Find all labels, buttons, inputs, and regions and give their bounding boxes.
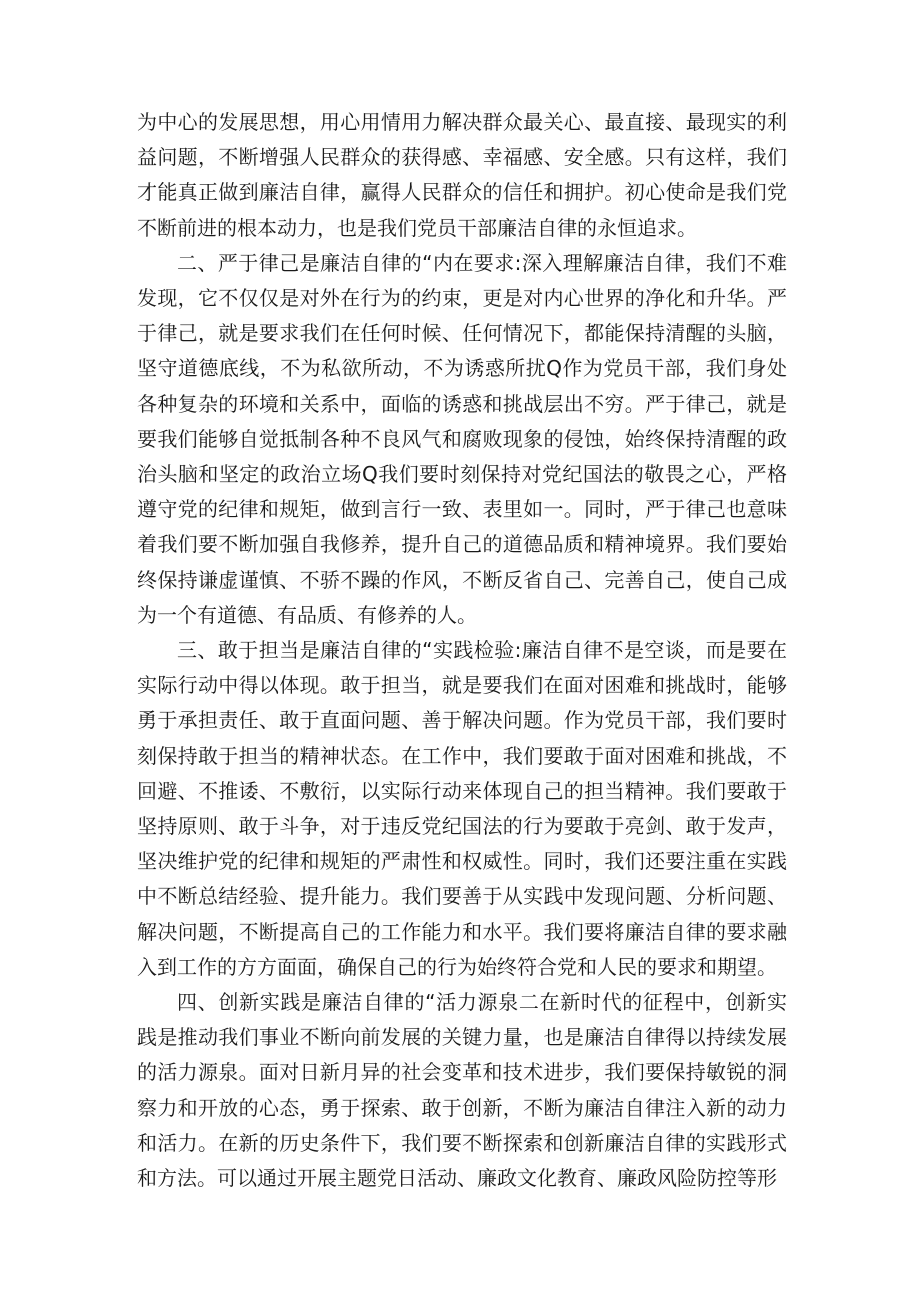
paragraph-section-3: 三、敢于担当是廉洁自律的“实践检验:廉洁自律不是空谈，而是要在实际行动中得以体现。敢于担当，就是要我们在面对困难和挑战时，能够勇于承担责任、敢于直面问题、善于解决问题。作为党员干部，我们要时刻保持敢于担当的精神状态。在工作中，我们要敢于面对困难和挑战，不回避、不推诿、不敷衍，以实际行动来体现自己的担当精神。我们要敢于坚持原则、敢于斗争，对于违反党纪国法的行为要敢于亮剑、敢于发声，坚决维护党的纪律和规矩的严肃性和权威性。同时，我们还要注重在实践中不断总结经验、提升能力。我们要善于从实践中发现问题、分析问题、解决问题，不断提高自己的工作能力和水平。我们要将廉洁自律的要求融入到工作的方方面面，确保自己的行为始终符合党和人民的要求和期望。 (137, 638, 787, 979)
paragraph-section-2: 二、严于律己是廉洁自律的“内在要求:深入理解廉洁自律，我们不难发现，它不仅仅是对外在行为的约束，更是对内心世界的净化和升华。严于律己，就是要求我们在任何时候、任何情况下，都能保持清醒的头脑，坚守道德底线，不为私欲所动，不为诱惑所扰Q作为党员干部，我们身处各种复杂的环境和关系中，面临的诱惑和挑战层出不穷。严于律己，就是要我们能够自觉抵制各种不良风气和腐败现象的侵蚀，始终保持清醒的政治头脑和坚定的政治立场Q我们要时刻保持对党纪国法的敬畏之心，严格遵守党的纪律和规矩，做到言行一致、表里如一。同时，严于律己也意味着我们要不断加强自我修养，提升自己的道德品质和精神境界。我们要始终保持谦虚谨慎、不骄不躁的作风，不断反省自己、完善自己，使自己成为一个有道德、有品质、有修养的人。 (137, 250, 787, 627)
document-body (137, 105, 787, 1196)
paragraph-section-4: 四、创新实践是廉洁自律的“活力源泉二在新时代的征程中，创新实践是推动我们事业不断向前发展的关键力量，也是廉洁自律得以持续发展的活力源泉。面对日新月异的社会变革和技术进步，我们要保持敏锐的洞察力和开放的心态，勇于探索、敢于创新，不断为廉洁自律注入新的动力和活力。在新的历史条件下，我们要不断探索和创新廉洁自律的实践形式和方法。可以通过开展主题党日活动、廉政文化教育、廉政风险防控等形 (137, 990, 787, 1191)
paragraph-1-continued: 为中心的发展思想，用心用情用力解决群众最关心、最直接、最现实的利益问题，不断增强人民群众的获得感、幸福感、安全感。只有这样，我们才能真正做到廉洁自律，赢得人民群众的信任和拥护。初心使命是我们党不断前进的根本动力，也是我们党员干部廉洁自律的永恒追求。 (137, 110, 787, 240)
